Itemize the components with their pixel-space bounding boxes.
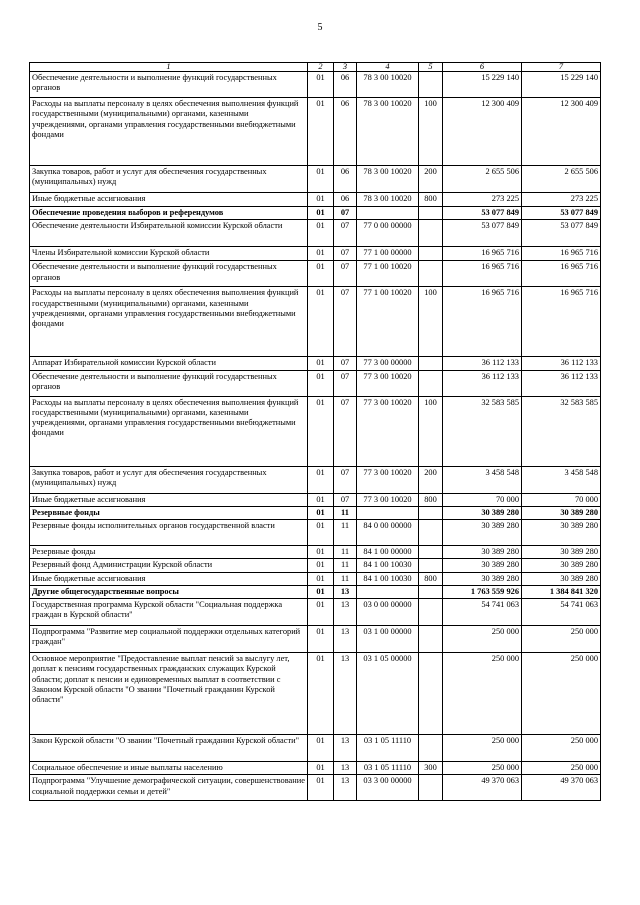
- expense-name-cell: Обеспечение деятельности и выполнение функций государственных органов: [30, 261, 308, 287]
- header-row: [30, 63, 601, 72]
- table-row: [30, 572, 601, 585]
- amount-year2-cell: 250 000: [522, 626, 601, 653]
- expense-name-cell: Резервные фонды: [30, 546, 308, 559]
- expense-name-cell: Иные бюджетные ассигнования: [30, 493, 308, 506]
- column-header: 7: [522, 63, 601, 72]
- subsection-code-cell: 13: [334, 626, 357, 653]
- target-article-cell: 78 3 00 10020: [357, 193, 419, 207]
- amount-year1-cell: 36 112 133: [443, 357, 522, 370]
- subsection-code-cell: 11: [334, 559, 357, 572]
- expense-name-cell: Расходы на выплаты персоналу в целях обеспечения выполнения функций государственными (муниципальными) органами, казенными учреждениями, органами управления государственными внебюджетными фондами: [30, 287, 308, 357]
- expense-name-cell: Обеспечение деятельности Избирательной комиссии Курской области: [30, 220, 308, 247]
- section-code-cell: 01: [308, 193, 334, 207]
- section-code-cell: 01: [308, 261, 334, 287]
- table-row: [30, 166, 601, 193]
- section-code-cell: 01: [308, 396, 334, 466]
- amount-year1-cell: 16 965 716: [443, 247, 522, 261]
- table-row: [30, 546, 601, 559]
- section-code-cell: 01: [308, 370, 334, 396]
- amount-year2-cell: 36 112 133: [522, 357, 601, 370]
- section-code-cell: 01: [308, 572, 334, 585]
- subsection-code-cell: 07: [334, 357, 357, 370]
- amount-year2-cell: 250 000: [522, 735, 601, 762]
- expense-type-cell: 200: [419, 466, 443, 493]
- amount-year2-cell: 250 000: [522, 762, 601, 775]
- amount-year2-cell: 30 389 280: [522, 506, 601, 519]
- amount-year1-cell: 32 583 585: [443, 396, 522, 466]
- amount-year2-cell: 2 655 506: [522, 166, 601, 193]
- target-article-cell: 77 3 00 10020: [357, 493, 419, 506]
- subsection-code-cell: 07: [334, 396, 357, 466]
- amount-year2-cell: 3 458 548: [522, 466, 601, 493]
- expense-name-cell: Иные бюджетные ассигнования: [30, 193, 308, 207]
- section-code-cell: 01: [308, 775, 334, 801]
- target-article-cell: 84 1 00 10030: [357, 559, 419, 572]
- table-row: [30, 220, 601, 247]
- subsection-code-cell: 07: [334, 287, 357, 357]
- amount-year1-cell: 12 300 409: [443, 98, 522, 166]
- expense-type-cell: [419, 653, 443, 735]
- expense-name-cell: Иные бюджетные ассигнования: [30, 572, 308, 585]
- expense-name-cell: Резервные фонды исполнительных органов государственной власти: [30, 520, 308, 546]
- expense-name-cell: Обеспечение деятельности и выполнение функций государственных органов: [30, 72, 308, 98]
- subsection-code-cell: 06: [334, 98, 357, 166]
- column-header: 5: [419, 63, 443, 72]
- amount-year1-cell: 2 655 506: [443, 166, 522, 193]
- section-code-cell: 01: [308, 72, 334, 98]
- section-code-cell: 01: [308, 207, 334, 220]
- subsection-code-cell: 11: [334, 572, 357, 585]
- target-article-cell: 78 3 00 10020: [357, 98, 419, 166]
- amount-year2-cell: 273 225: [522, 193, 601, 207]
- expense-name-cell: Члены Избирательной комиссии Курской области: [30, 247, 308, 261]
- table-row: [30, 466, 601, 493]
- amount-year1-cell: 250 000: [443, 762, 522, 775]
- amount-year1-cell: 15 229 140: [443, 72, 522, 98]
- amount-year2-cell: 15 229 140: [522, 72, 601, 98]
- section-code-cell: 01: [308, 653, 334, 735]
- table-row: [30, 520, 601, 546]
- table-row: [30, 357, 601, 370]
- expense-name-cell: Расходы на выплаты персоналу в целях обеспечения выполнения функций государственными (муниципальными) органами, казенными учреждениями, органами управления государственными внебюджетными фондами: [30, 396, 308, 466]
- expense-type-cell: [419, 585, 443, 598]
- subsection-code-cell: 07: [334, 493, 357, 506]
- expense-name-cell: Государственная программа Курской области "Социальная поддержка граждан в Курской области": [30, 599, 308, 626]
- expense-type-cell: 200: [419, 166, 443, 193]
- target-article-cell: 77 3 00 00000: [357, 357, 419, 370]
- table-row: [30, 261, 601, 287]
- subsection-code-cell: 13: [334, 585, 357, 598]
- table-row: [30, 775, 601, 801]
- subsection-code-cell: 07: [334, 220, 357, 247]
- expense-type-cell: [419, 626, 443, 653]
- expense-type-cell: 800: [419, 493, 443, 506]
- amount-year2-cell: 16 965 716: [522, 247, 601, 261]
- amount-year2-cell: 32 583 585: [522, 396, 601, 466]
- subsection-code-cell: 07: [334, 466, 357, 493]
- column-header: 4: [357, 63, 419, 72]
- section-code-cell: 01: [308, 357, 334, 370]
- expense-type-cell: 100: [419, 287, 443, 357]
- expense-name-cell: Подпрограмма "Улучшение демографической ситуации, совершенствование социальной поддержки семьи и детей": [30, 775, 308, 801]
- section-code-cell: 01: [308, 220, 334, 247]
- section-code-cell: 01: [308, 559, 334, 572]
- table-row: [30, 585, 601, 598]
- amount-year1-cell: 36 112 133: [443, 370, 522, 396]
- target-article-cell: 77 0 00 00000: [357, 220, 419, 247]
- amount-year2-cell: 49 370 063: [522, 775, 601, 801]
- amount-year1-cell: 3 458 548: [443, 466, 522, 493]
- expense-name-cell: Социальное обеспечение и иные выплаты населению: [30, 762, 308, 775]
- expense-name-cell: Аппарат Избирательной комиссии Курской области: [30, 357, 308, 370]
- expense-type-cell: 300: [419, 762, 443, 775]
- section-code-cell: 01: [308, 506, 334, 519]
- section-code-cell: 01: [308, 493, 334, 506]
- amount-year1-cell: 30 389 280: [443, 520, 522, 546]
- expense-name-cell: Подпрограмма "Развитие мер социальной поддержки отдельных категорий граждан": [30, 626, 308, 653]
- amount-year2-cell: 30 389 280: [522, 546, 601, 559]
- table-row: [30, 493, 601, 506]
- target-article-cell: 84 0 00 00000: [357, 520, 419, 546]
- expense-name-cell: Основное мероприятие "Предоставление выплат пенсий за выслугу лет, доплат к пенсиям государственных гражданских служащих Курской области; доплат к пенсии и единовременных выплат в соответствии с Законом Курской области "О звании "Почетный гражданин Курской области": [30, 653, 308, 735]
- column-header: 2: [308, 63, 334, 72]
- amount-year2-cell: 30 389 280: [522, 520, 601, 546]
- amount-year2-cell: 53 077 849: [522, 220, 601, 247]
- expense-type-cell: [419, 207, 443, 220]
- amount-year1-cell: 54 741 063: [443, 599, 522, 626]
- expense-type-cell: 800: [419, 572, 443, 585]
- expense-type-cell: [419, 72, 443, 98]
- amount-year1-cell: 30 389 280: [443, 559, 522, 572]
- target-article-cell: 84 1 00 10030: [357, 572, 419, 585]
- amount-year2-cell: 1 384 841 320: [522, 585, 601, 598]
- section-code-cell: 01: [308, 735, 334, 762]
- subsection-code-cell: 13: [334, 775, 357, 801]
- amount-year1-cell: 30 389 280: [443, 572, 522, 585]
- expense-type-cell: [419, 370, 443, 396]
- expense-type-cell: [419, 220, 443, 247]
- amount-year2-cell: 54 741 063: [522, 599, 601, 626]
- expense-type-cell: [419, 775, 443, 801]
- table-row: [30, 396, 601, 466]
- amount-year1-cell: 30 389 280: [443, 506, 522, 519]
- section-code-cell: 01: [308, 520, 334, 546]
- amount-year2-cell: 16 965 716: [522, 287, 601, 357]
- subsection-code-cell: 07: [334, 207, 357, 220]
- expense-type-cell: 800: [419, 193, 443, 207]
- target-article-cell: 03 0 00 00000: [357, 599, 419, 626]
- subsection-code-cell: 11: [334, 546, 357, 559]
- amount-year2-cell: 16 965 716: [522, 261, 601, 287]
- target-article-cell: 78 3 00 10020: [357, 72, 419, 98]
- target-article-cell: 77 1 00 10020: [357, 261, 419, 287]
- table-row: [30, 653, 601, 735]
- expense-type-cell: 100: [419, 396, 443, 466]
- expense-name-cell: Закупка товаров, работ и услуг для обеспечения государственных (муниципальных) нужд: [30, 166, 308, 193]
- table-row: [30, 559, 601, 572]
- amount-year1-cell: 16 965 716: [443, 287, 522, 357]
- section-code-cell: 01: [308, 599, 334, 626]
- table-row: [30, 370, 601, 396]
- target-article-cell: 84 1 00 00000: [357, 546, 419, 559]
- expense-type-cell: [419, 735, 443, 762]
- expense-type-cell: [419, 520, 443, 546]
- target-article-cell: 77 3 00 10020: [357, 396, 419, 466]
- table-row: [30, 207, 601, 220]
- section-code-cell: 01: [308, 287, 334, 357]
- target-article-cell: 77 1 00 10020: [357, 287, 419, 357]
- column-header: 3: [334, 63, 357, 72]
- page-number: 5: [317, 22, 323, 33]
- section-code-cell: 01: [308, 98, 334, 166]
- subsection-code-cell: 13: [334, 599, 357, 626]
- expense-name-cell: Обеспечение деятельности и выполнение функций государственных органов: [30, 370, 308, 396]
- table-row: [30, 735, 601, 762]
- section-code-cell: 01: [308, 247, 334, 261]
- amount-year2-cell: 53 077 849: [522, 207, 601, 220]
- table-row: [30, 247, 601, 261]
- expense-type-cell: [419, 599, 443, 626]
- target-article-cell: 03 3 00 00000: [357, 775, 419, 801]
- subsection-code-cell: 13: [334, 735, 357, 762]
- target-article-cell: 77 1 00 00000: [357, 247, 419, 261]
- subsection-code-cell: 07: [334, 261, 357, 287]
- amount-year2-cell: 70 000: [522, 493, 601, 506]
- expense-type-cell: [419, 559, 443, 572]
- expense-type-cell: 100: [419, 98, 443, 166]
- target-article-cell: [357, 506, 419, 519]
- expense-name-cell: Закупка товаров, работ и услуг для обеспечения государственных (муниципальных) нужд: [30, 466, 308, 493]
- target-article-cell: 03 1 05 00000: [357, 653, 419, 735]
- table-row: [30, 762, 601, 775]
- target-article-cell: 03 1 00 00000: [357, 626, 419, 653]
- section-code-cell: 01: [308, 466, 334, 493]
- subsection-code-cell: 06: [334, 72, 357, 98]
- expense-name-cell: Закон Курской области "О звании "Почетный гражданин Курской области": [30, 735, 308, 762]
- amount-year2-cell: 30 389 280: [522, 559, 601, 572]
- amount-year1-cell: 1 763 559 926: [443, 585, 522, 598]
- expense-name-cell: Расходы на выплаты персоналу в целях обеспечения выполнения функций государственными (муниципальными) органами, казенными учреждениями, органами управления государственными внебюджетными фондами: [30, 98, 308, 166]
- amount-year1-cell: 70 000: [443, 493, 522, 506]
- expense-name-cell: Резервный фонд Администрации Курской области: [30, 559, 308, 572]
- table-row: [30, 72, 601, 98]
- target-article-cell: [357, 207, 419, 220]
- table-row: [30, 98, 601, 166]
- table-row: [30, 193, 601, 207]
- amount-year1-cell: 250 000: [443, 653, 522, 735]
- table-row: [30, 287, 601, 357]
- target-article-cell: 03 1 05 11110: [357, 762, 419, 775]
- target-article-cell: 77 3 00 10020: [357, 370, 419, 396]
- expense-type-cell: [419, 357, 443, 370]
- subsection-code-cell: 13: [334, 653, 357, 735]
- amount-year2-cell: 30 389 280: [522, 572, 601, 585]
- budget-table: [29, 62, 601, 801]
- table-row: [30, 599, 601, 626]
- target-article-cell: [357, 585, 419, 598]
- expense-type-cell: [419, 546, 443, 559]
- amount-year1-cell: 273 225: [443, 193, 522, 207]
- table-row: [30, 506, 601, 519]
- amount-year1-cell: 250 000: [443, 626, 522, 653]
- amount-year1-cell: 30 389 280: [443, 546, 522, 559]
- amount-year1-cell: 53 077 849: [443, 220, 522, 247]
- amount-year2-cell: 36 112 133: [522, 370, 601, 396]
- section-code-cell: 01: [308, 762, 334, 775]
- subsection-code-cell: 11: [334, 506, 357, 519]
- subsection-code-cell: 06: [334, 166, 357, 193]
- table-row: [30, 626, 601, 653]
- amount-year2-cell: 250 000: [522, 653, 601, 735]
- target-article-cell: 77 3 00 10020: [357, 466, 419, 493]
- subsection-code-cell: 11: [334, 520, 357, 546]
- amount-year1-cell: 16 965 716: [443, 261, 522, 287]
- target-article-cell: 78 3 00 10020: [357, 166, 419, 193]
- subsection-code-cell: 06: [334, 193, 357, 207]
- section-code-cell: 01: [308, 626, 334, 653]
- expense-type-cell: [419, 247, 443, 261]
- section-code-cell: 01: [308, 166, 334, 193]
- amount-year1-cell: 49 370 063: [443, 775, 522, 801]
- amount-year1-cell: 250 000: [443, 735, 522, 762]
- column-header: 1: [30, 63, 308, 72]
- column-header: 6: [443, 63, 522, 72]
- expense-name-cell: Другие общегосударственные вопросы: [30, 585, 308, 598]
- subsection-code-cell: 13: [334, 762, 357, 775]
- amount-year2-cell: 12 300 409: [522, 98, 601, 166]
- amount-year1-cell: 53 077 849: [443, 207, 522, 220]
- section-code-cell: 01: [308, 585, 334, 598]
- section-code-cell: 01: [308, 546, 334, 559]
- expense-type-cell: [419, 506, 443, 519]
- target-article-cell: 03 1 05 11110: [357, 735, 419, 762]
- subsection-code-cell: 07: [334, 247, 357, 261]
- expense-name-cell: Обеспечение проведения выборов и референдумов: [30, 207, 308, 220]
- expense-type-cell: [419, 261, 443, 287]
- subsection-code-cell: 07: [334, 370, 357, 396]
- expense-name-cell: Резервные фонды: [30, 506, 308, 519]
